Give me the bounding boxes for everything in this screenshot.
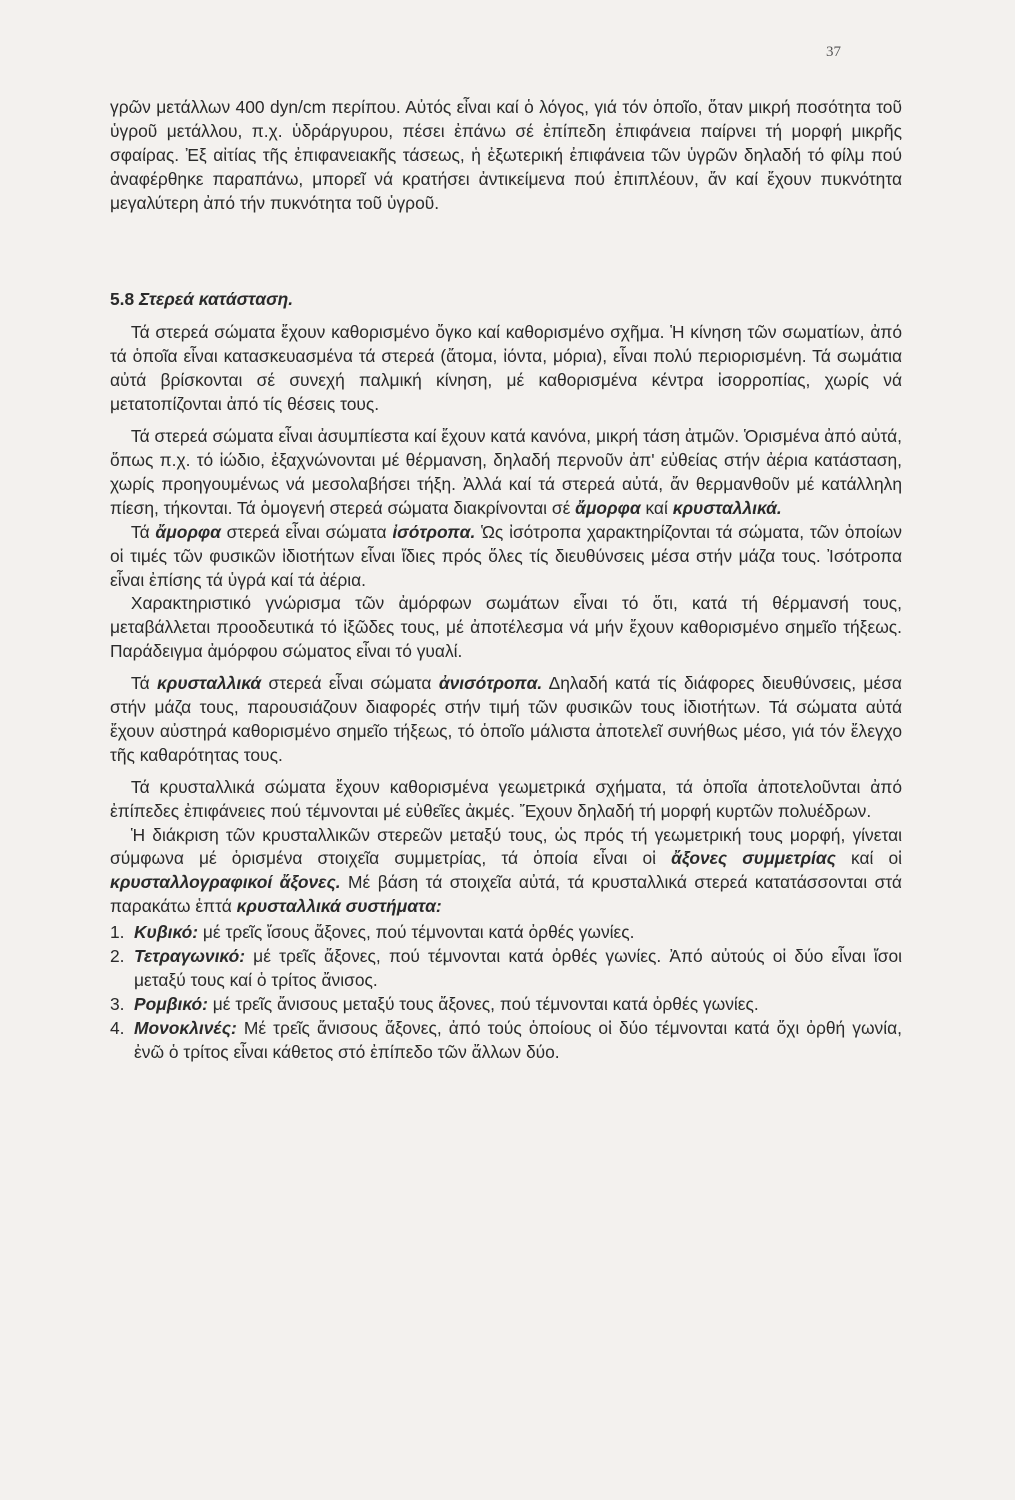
list-item-body bbox=[134, 945, 902, 993]
paragraph-symmetry bbox=[110, 824, 902, 920]
paragraph-text: καί bbox=[640, 497, 673, 518]
term-crystalline: κρυσταλλικά. bbox=[672, 497, 782, 518]
list-item bbox=[110, 1017, 902, 1065]
list-term: Κυβικό: bbox=[134, 922, 199, 943]
paragraph-text: Ὡς ἰσότροπα χαρακτηρίζονται τά σώματα, τῶν ὁποίων οἱ τιμές τῶν φυσικῶν ἰδιοτήτων εἶναι ἴδιες πρός ὅλες τίς διευθύνσεις μέσα στήν μάζα τους. Ἰσότροπα εἶναι ἐπίσης τά ὑγρά καί τά ἀέρια. bbox=[110, 521, 902, 590]
term-symmetry-axes: ἄξονες συμμετρίας bbox=[671, 848, 836, 869]
list-item-body bbox=[134, 1017, 902, 1065]
list-marker: 4. bbox=[110, 1017, 125, 1038]
list-item bbox=[110, 945, 902, 993]
paragraph-amorphous bbox=[110, 521, 902, 593]
paragraph-solids-definition: Τά στερεά σώματα ἔχουν καθορισμένο ὄγκο καί καθορισμένο σχῆμα. Ἡ κίνηση τῶν σωματίων, ἀπό τά ὁποῖα εἶναι κατασκευασμένα τά στερεά (ἄτομα, ἰόντα, μόρια), εἶναι πολύ περιορισμένη. Τά σωμάτια αὐτά βρίσκονται σέ συνεχή παλμική κίνηση, μέ καθορισμένα κέντρα ἰσορροπίας, χωρίς νά μετατοπίζονται ἀπό τίς θέσεις τους. bbox=[110, 322, 902, 415]
paragraph-viscosity: Χαρακτηριστικό γνώρισμα τῶν ἀμόρφων σωμάτων εἶναι τό ὅτι, κατά τή θέρμανσή τους, μεταβάλλεται προοδευτικά τό ἰξῶδες τους, μέ ἀποτέλεσμα νά μήν ἔχουν καθορισμένο σημεῖο τήξεως. Παράδειγμα ἀμόρφου σώματος εἶναι τό γυαλί. bbox=[110, 593, 902, 662]
paragraph-text: στερεά εἶναι σώματα bbox=[261, 673, 439, 694]
page-number: 37 bbox=[826, 44, 841, 60]
paragraph-crystalline bbox=[110, 672, 902, 768]
list-item-body bbox=[134, 993, 902, 1017]
list-marker: 3. bbox=[110, 993, 125, 1014]
term-amorphous: ἄμορφα bbox=[155, 521, 221, 542]
section-number: 5.8 bbox=[110, 288, 135, 309]
list-text: μέ τρεῖς ἄνισους μεταξύ τους ἄξονες, πού τέμνονται κατά ὀρθές γωνίες. bbox=[207, 993, 759, 1014]
paragraph-incompressible bbox=[110, 425, 902, 521]
section-title: Στερεά κατάσταση. bbox=[139, 288, 294, 309]
list-marker: 2. bbox=[110, 946, 125, 967]
paragraph-text: Μέ βάση τά στοιχεῖα αὐτά, τά κρυσταλλικά στερεά κατατάσσονται στά παρακάτω ἑπτά bbox=[110, 872, 902, 917]
paragraph-text: Τά στερεά σώματα εἶναι ἀσυμπίεστα καί ἔχουν κατά κανόνα, μικρή τάση ἀτμῶν. Ὁρισμένα ἀπό αὐτά, ὅπως π.χ. τό ἰώδιο, ἐξαχνώνονται μέ θέρμανση, δηλαδή περνοῦν ἀπ' εὐθείας στήν ἀέρια κατάσταση, χωρίς προηγουμένως νά μεσολαβήσει τήξη. Ἀλλά καί τά στερεά αὐτά, ἄν θερμανθοῦν μέ κατάλληλη πίεση, τήκονται. Τά ὁμογενή στερεά σώματα διακρίνονται σέ bbox=[110, 426, 902, 518]
list-text: μέ τρεῖς ἄξονες, πού τέμνονται κατά ὀρθές γωνίες. Ἀπό αὐτούς οἱ δύο εἶναι ἴσοι μεταξύ τους καί ὁ τρίτος ἄνισος. bbox=[134, 946, 902, 990]
paragraph-text: Τά bbox=[130, 521, 156, 542]
paragraph-text: καί οἱ bbox=[835, 848, 902, 869]
list-text: μέ τρεῖς ἴσους ἄξονες, πού τέμνονται κατά ὀρθές γωνίες. bbox=[198, 922, 635, 943]
list-term: Μονοκλινές: bbox=[134, 1017, 237, 1038]
term-isotropic: ἰσότροπα. bbox=[392, 521, 476, 542]
term-anisotropic: ἀνισότροπα. bbox=[438, 673, 543, 694]
list-marker: 1. bbox=[110, 922, 125, 943]
paragraph-text: Δηλαδή κατά τίς διάφορες διευθύνσεις, μέσα στήν μάζα τους, παρουσιάζουν διαφορές στήν τιμή τῶν φυσικῶν τους ἰδιοτήτων. Τά σώματα αὐτά ἔχουν αὐστηρά καθορισμένο σημεῖο τήξεως, τό ὁποῖο μάλιστα ἀποτελεῖ συνήθως μέσο, γιά τόν ἔλεγχο τῆς καθαρότητας τους. bbox=[110, 673, 902, 765]
term-amorphous: ἄμορφα bbox=[575, 497, 641, 518]
paragraph-text: στερεά εἶναι σώματα bbox=[220, 521, 393, 542]
term-crystal-systems: κρυσταλλικά συστήματα: bbox=[236, 896, 442, 917]
page-content bbox=[110, 96, 902, 1065]
paragraph-text: Τά bbox=[130, 673, 157, 694]
list-item bbox=[110, 993, 902, 1017]
section-heading bbox=[110, 288, 902, 312]
term-crystallographic-axes: κρυσταλλογραφικοί ἄξονες. bbox=[110, 872, 341, 893]
list-term: Τετραγωνικό: bbox=[134, 946, 246, 967]
paragraph-shapes: Τά κρυσταλλικά σώματα ἔχουν καθορισμένα γεωμετρικά σχήματα, τά ὁποῖα ἀποτελοῦνται ἀπό ἐπίπεδες ἐπιφάνειες πού τέμνονται μέ εὐθεῖες ἀκμές. Ἔχουν δηλαδή τή μορφή κυρτῶν πολυέδρων. bbox=[110, 776, 902, 821]
list-item-body bbox=[134, 921, 902, 945]
paragraph-text: Ἡ διάκριση τῶν κρυσταλλικῶν στερεῶν μεταξύ τους, ὡς πρός τή γεωμετρική τους μορφή, γίνεται σύμφωνα μέ ὁρισμένα στοιχεῖα συμμετρίας, τά ὁποία εἶναι οἱ bbox=[110, 824, 902, 869]
term-crystalline: κρυσταλλικά bbox=[156, 673, 262, 694]
intro-paragraph: γρῶν μετάλλων 400 dyn/cm περίπου. Αὐτός εἶναι καί ὁ λόγος, γιά τόν ὁποῖο, ὅταν μικρή ποσότητα τοῦ ὑγροῦ μετάλλου, π.χ. ὑδράργυρου, πέσει ἐπάνω σέ ἐπίπεδη ἐπιφάνεια παίρνει τή μορφή μικρῆς σφαίρας. Ἐξ αἰτίας τῆς ἐπιφανειακῆς τάσεως, ἡ ἐξωτερική ἐπιφάνεια τῶν ὑγρῶν δηλαδή τό φίλμ πού ἀναφέρθηκε παραπάνω, μπορεῖ νά κρατήσει ἀντικείμενα πού ἐπιπλέουν, ἄν καί ἔχουν πυκνότητα μεγαλύτερη ἀπό τήν πυκνότητα τοῦ ὑγροῦ. bbox=[110, 97, 902, 213]
list-item bbox=[110, 921, 902, 945]
list-text: Μέ τρεῖς ἄνισους ἄξονες, ἀπό τούς ὁποίους οἱ δύο τέμνονται κατά ὄχι ὀρθή γωνία, ἐνῶ ὁ τρίτος εἶναι κάθετος στό ἐπίπεδο τῶν ἄλλων δύο. bbox=[134, 1017, 902, 1062]
crystal-systems-list bbox=[110, 921, 902, 1064]
list-term: Ρομβικό: bbox=[134, 993, 208, 1014]
